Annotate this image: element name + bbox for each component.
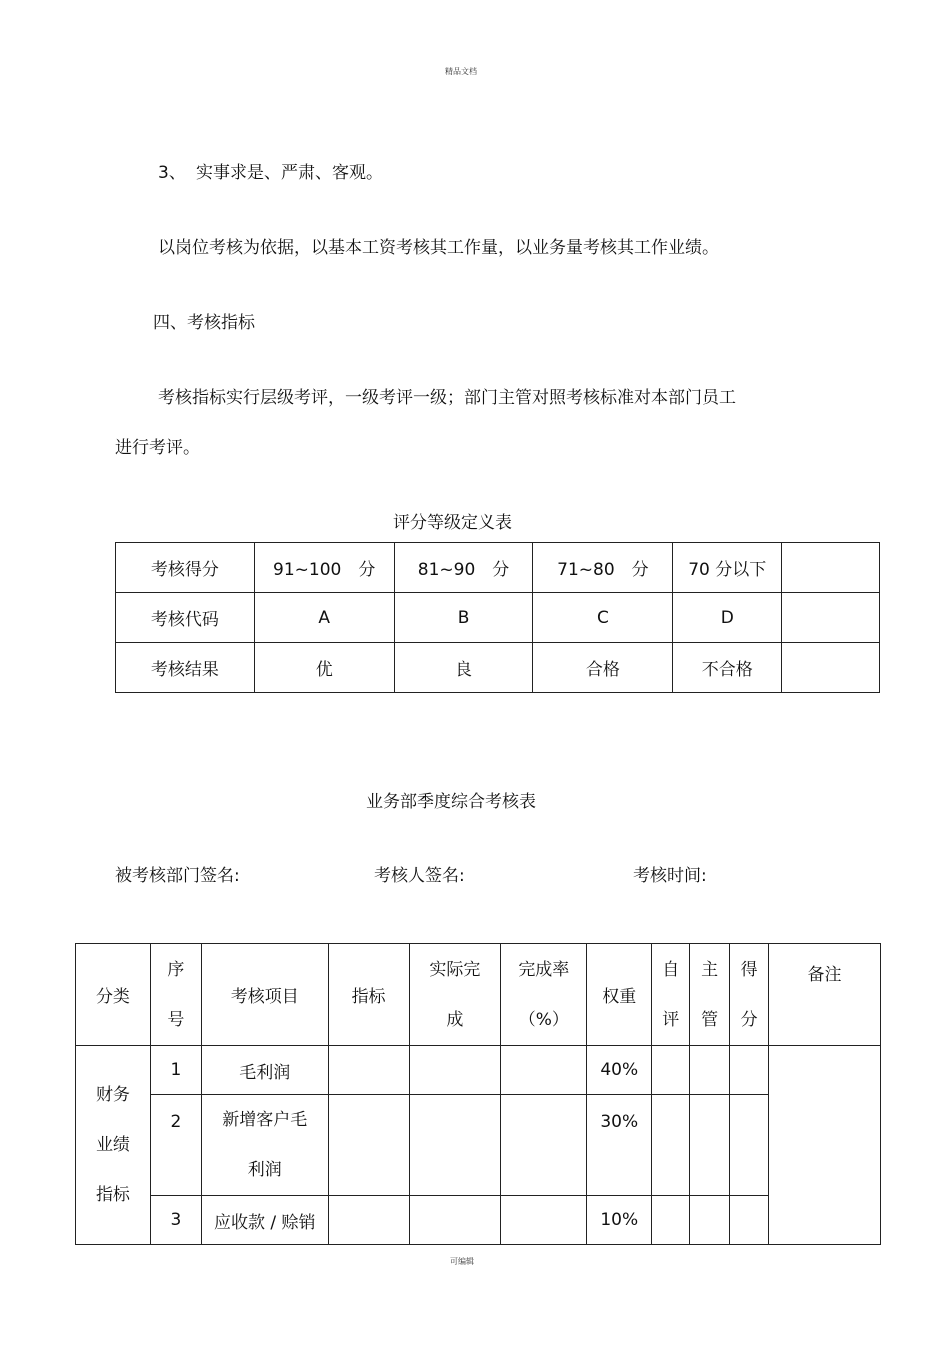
score-cell: [730, 1095, 769, 1196]
table-cell: A: [254, 593, 394, 643]
page-footer: 可编辑: [450, 1257, 474, 1266]
header-seq-line1: 序: [167, 959, 185, 980]
table-cell: 合格: [533, 643, 673, 693]
header-mgr-line1: 主: [701, 959, 719, 980]
table-row: [116, 543, 880, 593]
table-cell: D: [673, 593, 782, 643]
item-cell: 应收款 / 赊销: [201, 1196, 328, 1245]
mgr-cell: [690, 1196, 730, 1245]
remark-cell: [769, 1046, 881, 1245]
seq-cell: 3: [150, 1196, 201, 1245]
basis-paragraph: 以岗位考核为依据，以基本工资考核其工作量，以业务量考核其工作业绩。: [158, 238, 719, 258]
table-cell: 考核得分: [116, 543, 255, 593]
table-cell: B: [394, 593, 533, 643]
grade-table-title: 评分等级定义表: [393, 513, 512, 533]
header-score-line2: 分: [740, 1009, 758, 1030]
category-cell: [76, 1046, 151, 1245]
quarterly-assessment-table: [75, 943, 881, 1245]
header-mgr: [690, 944, 730, 1046]
table-cell: 70 分以下: [673, 543, 782, 593]
actual-cell: [409, 1046, 501, 1095]
table-row: [76, 1095, 881, 1196]
weight-cell: 40%: [587, 1046, 652, 1095]
self-cell: [652, 1095, 690, 1196]
table-cell: 81~90 分: [394, 543, 533, 593]
grade-definition-table: [115, 542, 880, 693]
table-cell: 考核结果: [116, 643, 255, 693]
header-score: [730, 944, 769, 1046]
header-weight: 权重: [587, 944, 652, 1046]
header-actual-line2: 成: [446, 1009, 464, 1030]
target-cell: [328, 1046, 409, 1095]
item-line1: 新增客户毛: [222, 1110, 308, 1130]
header-actual-line1: 实际完: [429, 959, 481, 980]
score-cell: [730, 1196, 769, 1245]
category-line3: 指标: [95, 1185, 130, 1205]
table-row: [76, 1196, 881, 1245]
rate-cell: [501, 1095, 587, 1196]
assessment-time-label: 考核时间:: [633, 866, 707, 886]
table-cell: [782, 593, 880, 643]
table-cell: 优: [254, 643, 394, 693]
rate-cell: [501, 1046, 587, 1095]
indicator-paragraph-line1: 考核指标实行层级考评，一级考评一级；部门主管对照考核标准对本部门员工: [158, 388, 736, 408]
category-line1: 财务: [95, 1085, 130, 1105]
header-category: 分类: [76, 944, 151, 1046]
weight-cell: 30%: [587, 1095, 652, 1196]
table-cell: [782, 643, 880, 693]
header-remark: 备注: [769, 944, 881, 1046]
table-cell: 良: [394, 643, 533, 693]
header-rate-line1: 完成率: [518, 959, 570, 980]
mgr-cell: [690, 1046, 730, 1095]
self-cell: [652, 1196, 690, 1245]
seq-cell: 1: [150, 1046, 201, 1095]
table-row: [116, 593, 880, 643]
quarter-table-title: 业务部季度综合考核表: [366, 792, 536, 812]
signature-dept-label: 被考核部门签名:: [115, 866, 240, 886]
table-cell: C: [533, 593, 673, 643]
header-self-line1: 自: [662, 959, 680, 980]
table-cell: 不合格: [673, 643, 782, 693]
table-cell: 91~100 分: [254, 543, 394, 593]
actual-cell: [409, 1196, 501, 1245]
target-cell: [328, 1095, 409, 1196]
header-rate-line2: （%）: [518, 1009, 569, 1030]
self-cell: [652, 1046, 690, 1095]
item-cell: [201, 1095, 328, 1196]
header-target: 指标: [328, 944, 409, 1046]
category-line2: 业绩: [95, 1135, 130, 1155]
table-header-row: [76, 944, 881, 1046]
rate-cell: [501, 1196, 587, 1245]
header-score-line1: 得: [740, 959, 758, 980]
item3-number: 3、: [158, 163, 186, 183]
mgr-cell: [690, 1095, 730, 1196]
actual-cell: [409, 1095, 501, 1196]
header-self-line2: 评: [662, 1009, 680, 1030]
header-seq: [150, 944, 201, 1046]
table-cell: 71~80 分: [533, 543, 673, 593]
section-heading-4: 四、考核指标: [153, 313, 255, 333]
indicator-paragraph-line2: 进行考评。: [115, 438, 200, 458]
header-item: 考核项目: [201, 944, 328, 1046]
signature-assessor-label: 考核人签名:: [374, 866, 465, 886]
header-rate: [501, 944, 587, 1046]
header-actual: [409, 944, 501, 1046]
item3-text: 实事求是、严肃、客观。: [196, 163, 383, 183]
item-line2: 利润: [247, 1160, 282, 1180]
page-header: 精品文档: [445, 67, 477, 76]
weight-cell: 10%: [587, 1196, 652, 1245]
header-seq-line2: 号: [167, 1009, 185, 1030]
score-cell: [730, 1046, 769, 1095]
target-cell: [328, 1196, 409, 1245]
table-row: [116, 643, 880, 693]
table-cell: 考核代码: [116, 593, 255, 643]
table-row: [76, 1046, 881, 1095]
header-self: [652, 944, 690, 1046]
header-mgr-line2: 管: [701, 1009, 719, 1030]
seq-cell: 2: [150, 1095, 201, 1196]
item-cell: 毛利润: [201, 1046, 328, 1095]
table-cell: [782, 543, 880, 593]
